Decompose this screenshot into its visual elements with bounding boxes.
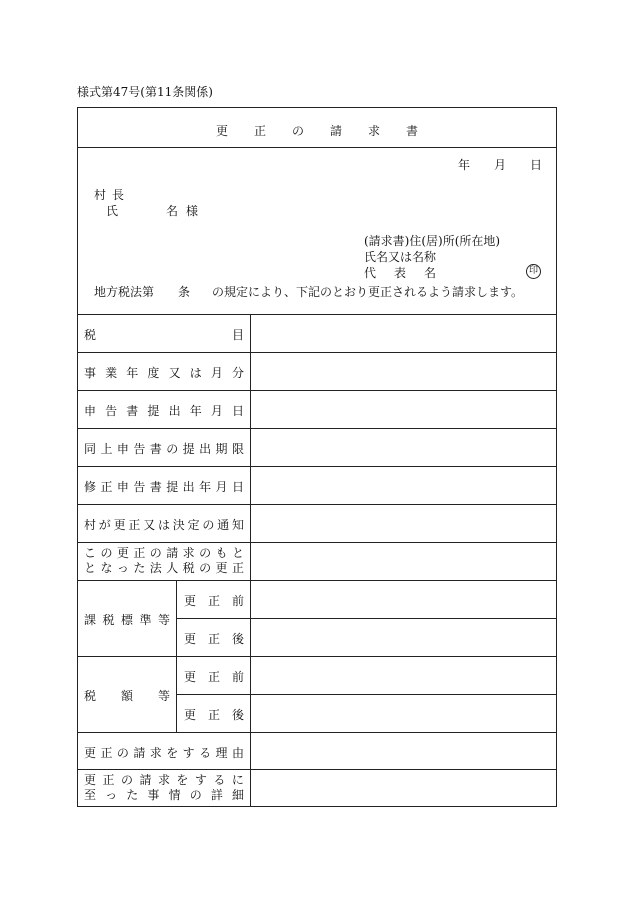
label-char: の [100,546,113,560]
label-char: 提 [182,442,195,456]
label-char: の [120,773,133,787]
label-char: 出 [168,404,181,418]
label-char: た [126,788,139,802]
value-amount-before[interactable] [251,657,556,694]
label-char: 事 [147,788,160,802]
label-char: こ [84,546,97,560]
label-char: 又 [143,518,156,532]
label-char: 更 [84,773,97,787]
value-filing-date[interactable] [251,391,556,428]
label-char: 期 [215,442,228,456]
value-taxable-after[interactable] [251,619,556,656]
address-label: (請求書)住(居)所(所在地) [364,234,501,248]
label-char: 同 [84,442,97,456]
label-char: 申 [116,442,129,456]
label-filing-deadline [84,440,244,457]
label-circumstances [84,773,244,803]
label-char: 出 [199,442,212,456]
label-char: 日 [231,404,244,418]
label-char: 事 [84,366,97,380]
label-char: 情 [168,788,181,802]
statement-text: の規定により、下記のとおり更正されるよう請求します。 [212,285,524,299]
label-char: 準 [139,613,152,627]
label-amended-filing-date [84,478,244,495]
label-correction-basis-line1 [84,546,244,561]
value-correction-basis[interactable] [251,543,556,580]
label-char: 税 [84,689,97,703]
label-char: る [199,746,212,760]
label-char: 税 [102,613,115,627]
date-day: 日 [530,158,543,172]
label-filing-date [84,402,244,419]
label-char: は [157,518,170,532]
value-taxable-before[interactable] [251,581,556,618]
label-char: の [202,518,215,532]
statement-prefix: 地方税法第 [94,285,155,299]
label-char: 更 [184,632,197,646]
label-tax-amount [84,687,170,704]
representative-label-b: 表 [394,266,407,280]
value-amended-filing-date[interactable] [251,467,556,504]
label-char: 由 [231,746,244,760]
label-village-notice [84,516,244,533]
label-char: 前 [231,594,244,608]
label-char: 度 [147,366,160,380]
label-char: 請 [133,746,146,760]
label-taxable-standard [84,611,170,628]
label-char: 告 [133,442,146,456]
label-char: 書 [126,404,139,418]
label-char: 告 [105,404,118,418]
label-char: 月 [210,404,223,418]
label-char: も [215,546,228,560]
label-char: と [84,561,97,575]
label-char: 申 [84,404,97,418]
form-number: 様式第47号(第11条関係) [77,85,213,99]
date-month: 月 [494,158,507,172]
label-char: 目 [231,328,244,342]
label-char: 又 [168,366,181,380]
value-reason[interactable] [251,733,556,769]
label-char: 正 [128,518,141,532]
request-form [77,107,557,807]
label-char: の [199,546,212,560]
label-char: 月 [215,480,228,494]
label-circumstances-line2 [84,788,244,803]
label-char: 分 [231,366,244,380]
label-char: 正 [207,708,220,722]
label-amount-before [184,668,244,685]
label-char: 人 [166,561,179,575]
label-char: 告 [133,480,146,494]
label-char: 等 [157,689,170,703]
label-char: 更 [184,670,197,684]
label-char: 正 [100,480,113,494]
representative-label-c: 名 [424,266,437,280]
label-char: 正 [207,670,220,684]
label-char: 月 [210,366,223,380]
label-correction-basis-line2 [84,561,244,576]
label-tax-item [84,326,244,343]
addressee-name-a: 氏 [106,204,119,218]
label-char: 日 [231,480,244,494]
value-amount-after[interactable] [251,695,556,732]
label-char: 等 [157,613,170,627]
label-char: 正 [102,773,115,787]
label-char: を [176,773,189,787]
label-char: 正 [100,746,113,760]
label-char: に [231,773,244,787]
label-char: 年 [126,366,139,380]
label-char: っ [105,788,118,802]
label-char: 修 [84,480,97,494]
date-year: 年 [458,158,471,172]
label-fiscal-year [84,364,244,381]
label-char: 法 [149,561,162,575]
representative-label-a: 代 [364,266,377,280]
label-char: 課 [84,613,97,627]
label-char: 出 [182,480,195,494]
label-char: 定 [187,518,200,532]
label-char: 後 [231,632,244,646]
name-label: 氏名又は名称 [364,250,437,264]
label-char: 村 [84,518,97,532]
label-char: す [194,773,207,787]
label-char: の [116,746,129,760]
label-char: 業 [105,366,118,380]
label-char: す [182,746,195,760]
label-char: 後 [231,708,244,722]
label-taxable-after [184,630,244,647]
form-title: 更正の請求書 [215,124,444,138]
label-char: 書 [149,480,162,494]
label-char: 正 [133,546,146,560]
label-char: の [149,546,162,560]
label-char: 提 [147,404,160,418]
label-char: 決 [172,518,185,532]
label-char: と [231,546,244,560]
value-circumstances[interactable] [251,770,556,806]
label-char: 年 [189,404,202,418]
label-char: の [199,561,212,575]
label-char: を [166,746,179,760]
label-char: が [98,518,111,532]
label-circumstances-line1 [84,773,244,788]
label-char: 求 [182,546,195,560]
value-filing-deadline[interactable] [251,429,556,466]
addressee-title: 村長 [94,188,131,202]
label-char: 細 [231,788,244,802]
label-char: 知 [231,518,244,532]
label-char: の [189,788,202,802]
divider [78,147,556,148]
label-char: 提 [166,480,179,494]
label-char: 更 [215,561,228,575]
label-char: 上 [100,442,113,456]
value-village-notice[interactable] [251,505,556,542]
label-char: 更 [184,708,197,722]
label-char: は [189,366,202,380]
label-char: 前 [231,670,244,684]
label-char: 更 [184,594,197,608]
label-char: 標 [120,613,133,627]
value-fiscal-year[interactable] [251,353,556,390]
label-amount-after [184,706,244,723]
label-char: 更 [116,546,129,560]
label-char: 詳 [210,788,223,802]
seal-icon: 印 [526,264,541,279]
label-char: 年 [199,480,212,494]
label-char: 更 [113,518,126,532]
addressee-honorific: 様 [186,204,199,218]
label-char: 税 [182,561,195,575]
statement-article: 条 [178,285,191,299]
label-char: る [213,773,226,787]
label-char: 正 [207,632,220,646]
label-char: 正 [207,594,220,608]
value-tax-item[interactable] [251,315,556,352]
label-char: 至 [84,788,97,802]
label-char: 請 [166,546,179,560]
label-char: 限 [231,442,244,456]
label-char: 更 [84,746,97,760]
label-char: 正 [231,561,244,575]
label-char: 請 [139,773,152,787]
label-char: 求 [149,746,162,760]
label-char: 理 [215,746,228,760]
label-char: 書 [149,442,162,456]
label-char: な [100,561,113,575]
label-char: っ [116,561,129,575]
label-char: の [166,442,179,456]
label-taxable-before [184,592,244,609]
label-char: 申 [116,480,129,494]
label-char: 通 [217,518,230,532]
label-char: 税 [84,328,97,342]
addressee-name-b: 名 [166,204,179,218]
subcolumn-divider [176,580,177,732]
label-char: 求 [157,773,170,787]
label-correction-basis [84,546,244,576]
label-reason [84,744,244,761]
label-char: た [133,561,146,575]
label-char: 額 [120,689,133,703]
